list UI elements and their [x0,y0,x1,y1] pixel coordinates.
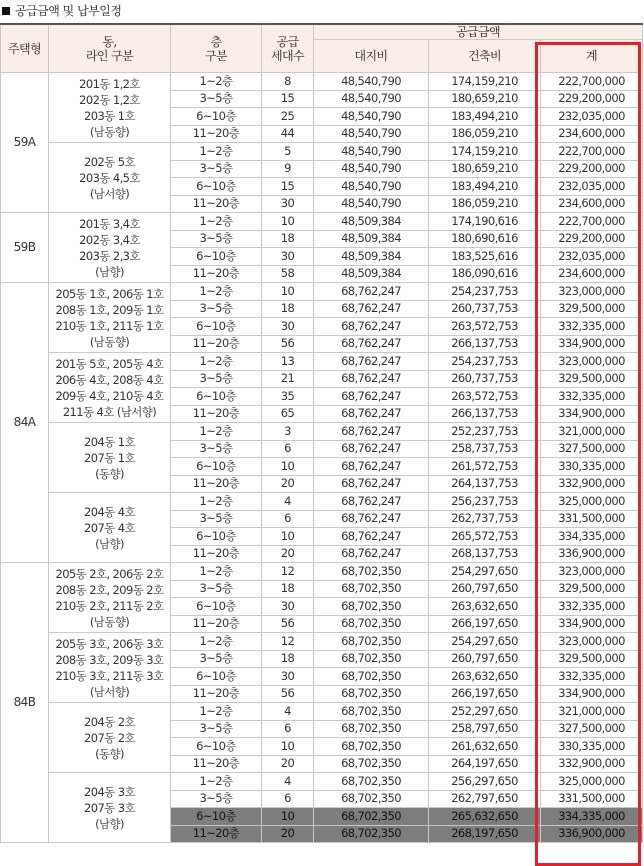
land-cell: 68,762,247 [314,300,429,318]
units-cell: 6 [262,510,314,528]
land-cell: 68,702,350 [314,703,429,721]
table-row [1,633,643,651]
units-cell: 3 [262,423,314,441]
floor-cell: 3~5층 [171,650,262,668]
floor-cell: 1~2층 [171,633,262,651]
floor-cell: 3~5층 [171,510,262,528]
units-cell: 56 [262,685,314,703]
land-cell: 48,540,790 [314,143,429,161]
building-cell: 254,297,650 [429,633,541,651]
table-header [1,24,643,73]
floor-cell: 11~20층 [171,475,262,493]
total-cell: 323,000,000 [541,633,643,651]
land-cell: 68,762,247 [314,405,429,423]
land-cell: 48,509,384 [314,230,429,248]
table-row [1,283,643,301]
total-cell: 330,335,000 [541,458,643,476]
table-row [1,563,643,581]
floor-cell: 6~10층 [171,318,262,336]
land-cell: 68,702,350 [314,825,429,843]
header-supply-price: 공급금액 [314,24,643,40]
land-cell: 68,762,247 [314,423,429,441]
floor-cell: 3~5층 [171,580,262,598]
building-cell: 265,632,650 [429,808,541,826]
units-cell: 30 [262,598,314,616]
floor-cell: 6~10층 [171,528,262,546]
units-cell: 9 [262,160,314,178]
floor-cell: 1~2층 [171,283,262,301]
total-cell: 325,000,000 [541,773,643,791]
total-cell: 229,200,000 [541,90,643,108]
total-cell: 332,900,000 [541,755,643,773]
building-cell: 264,197,650 [429,755,541,773]
house-type-cell: 84A [1,283,49,563]
building-cell: 252,237,753 [429,423,541,441]
building-cell: 266,137,753 [429,335,541,353]
building-cell: 262,797,650 [429,790,541,808]
units-cell: 12 [262,633,314,651]
total-cell: 334,900,000 [541,335,643,353]
total-cell: 229,200,000 [541,160,643,178]
total-cell: 321,000,000 [541,423,643,441]
land-cell: 68,702,350 [314,755,429,773]
land-cell: 68,762,247 [314,318,429,336]
units-cell: 18 [262,580,314,598]
building-cell: 174,159,210 [429,73,541,91]
land-cell: 68,762,247 [314,458,429,476]
total-cell: 323,000,000 [541,353,643,371]
land-cell: 68,762,247 [314,335,429,353]
land-cell: 68,702,350 [314,773,429,791]
units-cell: 10 [262,283,314,301]
building-cell: 266,197,650 [429,685,541,703]
land-cell: 48,540,790 [314,195,429,213]
units-cell: 13 [262,353,314,371]
total-cell: 222,700,000 [541,213,643,231]
floor-cell: 3~5층 [171,790,262,808]
land-cell: 48,540,790 [314,90,429,108]
building-cell: 180,659,210 [429,160,541,178]
dong-line-cell: 201동 3,4호 202동 3,4호 203동 2,3호 (남향) [49,213,171,283]
total-cell: 323,000,000 [541,563,643,581]
land-cell: 68,702,350 [314,720,429,738]
total-cell: 232,035,000 [541,248,643,266]
floor-cell: 1~2층 [171,213,262,231]
floor-cell: 11~20층 [171,405,262,423]
land-cell: 68,762,247 [314,493,429,511]
table-row [1,493,643,511]
land-cell: 68,762,247 [314,510,429,528]
floor-cell: 1~2층 [171,143,262,161]
building-cell: 180,690,616 [429,230,541,248]
total-cell: 234,600,000 [541,195,643,213]
total-cell: 334,900,000 [541,615,643,633]
total-cell: 329,500,000 [541,370,643,388]
floor-cell: 11~20층 [171,195,262,213]
total-cell: 331,500,000 [541,510,643,528]
table-row [1,73,643,91]
table-row [1,773,643,791]
building-cell: 263,572,753 [429,388,541,406]
total-cell: 232,035,000 [541,108,643,126]
total-cell: 222,700,000 [541,73,643,91]
units-cell: 30 [262,318,314,336]
land-cell: 68,702,350 [314,790,429,808]
total-cell: 336,900,000 [541,825,643,843]
dong-line-cell: 201동 1,2호 202동 1,2호 203동 1호 (남동향) [49,73,171,143]
building-cell: 260,737,753 [429,300,541,318]
supply-price-table [0,23,643,843]
table-body [1,73,643,843]
units-cell: 18 [262,230,314,248]
building-cell: 256,237,753 [429,493,541,511]
units-cell: 65 [262,405,314,423]
land-cell: 68,702,350 [314,685,429,703]
total-cell: 327,500,000 [541,720,643,738]
floor-cell: 6~10층 [171,808,262,826]
floor-cell: 3~5층 [171,230,262,248]
land-cell: 48,540,790 [314,108,429,126]
total-cell: 332,900,000 [541,475,643,493]
building-cell: 254,237,753 [429,283,541,301]
floor-cell: 1~2층 [171,73,262,91]
total-cell: 334,900,000 [541,405,643,423]
floor-cell: 3~5층 [171,160,262,178]
table-row [1,143,643,161]
dong-line-cell: 202동 5호 203동 4,5호 (남서향) [49,143,171,213]
units-cell: 30 [262,248,314,266]
floor-cell: 3~5층 [171,370,262,388]
building-cell: 258,797,650 [429,720,541,738]
land-cell: 48,540,790 [314,178,429,196]
land-cell: 68,702,350 [314,563,429,581]
house-type-cell: 59B [1,213,49,283]
floor-cell: 1~2층 [171,563,262,581]
units-cell: 10 [262,808,314,826]
floor-cell: 3~5층 [171,440,262,458]
land-cell: 68,762,247 [314,440,429,458]
units-cell: 30 [262,668,314,686]
floor-cell: 1~2층 [171,703,262,721]
floor-cell: 11~20층 [171,755,262,773]
floor-cell: 6~10층 [171,388,262,406]
units-cell: 15 [262,178,314,196]
floor-cell: 6~10층 [171,458,262,476]
units-cell: 20 [262,475,314,493]
floor-cell: 11~20층 [171,685,262,703]
floor-cell: 11~20층 [171,615,262,633]
header-house-type: 주택형 [1,24,49,73]
units-cell: 4 [262,703,314,721]
units-cell: 56 [262,335,314,353]
dong-line-cell: 204동 1호 207동 1호 (동향) [49,423,171,493]
land-cell: 68,702,350 [314,580,429,598]
dong-line-cell: 201동 5호, 205동 4호 206동 4호, 208동 4호 209동 4호, 210동 4호 211동 4호 (남서향) [49,353,171,423]
building-cell: 264,137,753 [429,475,541,493]
land-cell: 68,702,350 [314,615,429,633]
units-cell: 10 [262,738,314,756]
header-building: 건축비 [429,40,541,73]
building-cell: 263,632,650 [429,668,541,686]
building-cell: 258,737,753 [429,440,541,458]
building-cell: 186,059,210 [429,195,541,213]
floor-cell: 3~5층 [171,90,262,108]
building-cell: 263,572,753 [429,318,541,336]
building-cell: 254,297,650 [429,563,541,581]
units-cell: 20 [262,825,314,843]
floor-cell: 1~2층 [171,353,262,371]
total-cell: 329,500,000 [541,650,643,668]
dong-line-cell: 205동 2호, 206동 2호 208동 2호, 209동 2호 210동 2호, 211동 2호 (남동향) [49,563,171,633]
land-cell: 68,702,350 [314,738,429,756]
building-cell: 261,632,650 [429,738,541,756]
floor-cell: 6~10층 [171,598,262,616]
total-cell: 334,335,000 [541,528,643,546]
house-type-cell: 59A [1,73,49,213]
floor-cell: 3~5층 [171,720,262,738]
header-floor: 층 구분 [171,24,262,73]
building-cell: 262,737,753 [429,510,541,528]
total-cell: 331,500,000 [541,790,643,808]
total-cell: 334,900,000 [541,685,643,703]
floor-cell: 1~2층 [171,773,262,791]
total-cell: 232,035,000 [541,178,643,196]
units-cell: 5 [262,143,314,161]
building-cell: 260,797,650 [429,580,541,598]
total-cell: 332,335,000 [541,668,643,686]
floor-cell: 11~20층 [171,125,262,143]
units-cell: 4 [262,773,314,791]
building-cell: 183,494,210 [429,178,541,196]
building-cell: 268,137,753 [429,545,541,563]
total-cell: 323,000,000 [541,283,643,301]
land-cell: 48,509,384 [314,265,429,283]
dong-line-cell: 205동 1호, 206동 1호 208동 1호, 209동 1호 210동 1호, 211동 1호 (남동향) [49,283,171,353]
building-cell: 183,525,616 [429,248,541,266]
units-cell: 6 [262,720,314,738]
total-cell: 330,335,000 [541,738,643,756]
building-cell: 174,159,210 [429,143,541,161]
units-cell: 12 [262,563,314,581]
building-cell: 186,090,616 [429,265,541,283]
building-cell: 260,797,650 [429,650,541,668]
floor-cell: 11~20층 [171,825,262,843]
floor-cell: 11~20층 [171,265,262,283]
units-cell: 15 [262,90,314,108]
land-cell: 68,702,350 [314,598,429,616]
header-land: 대지비 [314,40,429,73]
total-cell: 327,500,000 [541,440,643,458]
land-cell: 48,540,790 [314,160,429,178]
land-cell: 68,702,350 [314,650,429,668]
building-cell: 183,494,210 [429,108,541,126]
total-cell: 321,000,000 [541,703,643,721]
units-cell: 8 [262,73,314,91]
units-cell: 25 [262,108,314,126]
header-dong-line: 동, 라인 구분 [49,24,171,73]
section-title-text: 공급금액 및 납부일정 [15,4,122,18]
building-cell: 263,632,650 [429,598,541,616]
units-cell: 44 [262,125,314,143]
total-cell: 332,335,000 [541,388,643,406]
total-cell: 234,600,000 [541,125,643,143]
floor-cell: 6~10층 [171,248,262,266]
dong-line-cell: 204동 4호 207동 4호 (남향) [49,493,171,563]
land-cell: 68,702,350 [314,668,429,686]
land-cell: 48,509,384 [314,213,429,231]
units-cell: 18 [262,300,314,318]
building-cell: 252,297,650 [429,703,541,721]
land-cell: 68,762,247 [314,353,429,371]
floor-cell: 6~10층 [171,738,262,756]
land-cell: 68,762,247 [314,528,429,546]
floor-cell: 1~2층 [171,423,262,441]
floor-cell: 11~20층 [171,545,262,563]
building-cell: 260,737,753 [429,370,541,388]
units-cell: 56 [262,615,314,633]
dong-line-cell: 204동 3호 207동 3호 (남향) [49,773,171,843]
units-cell: 30 [262,195,314,213]
floor-cell: 1~2층 [171,493,262,511]
dong-line-cell: 205동 3호, 206동 3호 208동 3호, 209동 3호 210동 3호, 211동 3호 (남서향) [49,633,171,703]
header-units: 공급 세대수 [262,24,314,73]
floor-cell: 6~10층 [171,108,262,126]
building-cell: 254,237,753 [429,353,541,371]
units-cell: 21 [262,370,314,388]
total-cell: 334,335,000 [541,808,643,826]
table-row [1,213,643,231]
units-cell: 10 [262,528,314,546]
building-cell: 186,059,210 [429,125,541,143]
table-row [1,423,643,441]
floor-cell: 11~20층 [171,335,262,353]
total-cell: 332,335,000 [541,318,643,336]
header-total: 계 [541,40,643,73]
land-cell: 48,540,790 [314,73,429,91]
total-cell: 222,700,000 [541,143,643,161]
building-cell: 180,659,210 [429,90,541,108]
house-type-cell: 84B [1,563,49,843]
land-cell: 68,702,350 [314,633,429,651]
table-row [1,353,643,371]
building-cell: 268,197,650 [429,825,541,843]
floor-cell: 6~10층 [171,668,262,686]
units-cell: 6 [262,440,314,458]
total-cell: 329,500,000 [541,580,643,598]
total-cell: 229,200,000 [541,230,643,248]
units-cell: 58 [262,265,314,283]
table-row [1,703,643,721]
dong-line-cell: 204동 2호 207동 2호 (동향) [49,703,171,773]
units-cell: 10 [262,458,314,476]
total-cell: 332,335,000 [541,598,643,616]
units-cell: 20 [262,545,314,563]
land-cell: 68,762,247 [314,283,429,301]
units-cell: 10 [262,213,314,231]
floor-cell: 6~10층 [171,178,262,196]
building-cell: 265,572,753 [429,528,541,546]
units-cell: 18 [262,650,314,668]
land-cell: 68,702,350 [314,808,429,826]
building-cell: 174,190,616 [429,213,541,231]
building-cell: 266,197,650 [429,615,541,633]
land-cell: 48,540,790 [314,125,429,143]
section-title [0,0,121,22]
land-cell: 68,762,247 [314,545,429,563]
total-cell: 336,900,000 [541,545,643,563]
total-cell: 325,000,000 [541,493,643,511]
total-cell: 234,600,000 [541,265,643,283]
units-cell: 35 [262,388,314,406]
floor-cell: 3~5층 [171,300,262,318]
land-cell: 68,762,247 [314,475,429,493]
building-cell: 261,572,753 [429,458,541,476]
units-cell: 4 [262,493,314,511]
total-cell: 329,500,000 [541,300,643,318]
units-cell: 6 [262,790,314,808]
land-cell: 68,762,247 [314,388,429,406]
land-cell: 68,762,247 [314,370,429,388]
land-cell: 48,509,384 [314,248,429,266]
building-cell: 256,297,650 [429,773,541,791]
units-cell: 20 [262,755,314,773]
building-cell: 266,137,753 [429,405,541,423]
square-bullet-icon [2,7,10,15]
